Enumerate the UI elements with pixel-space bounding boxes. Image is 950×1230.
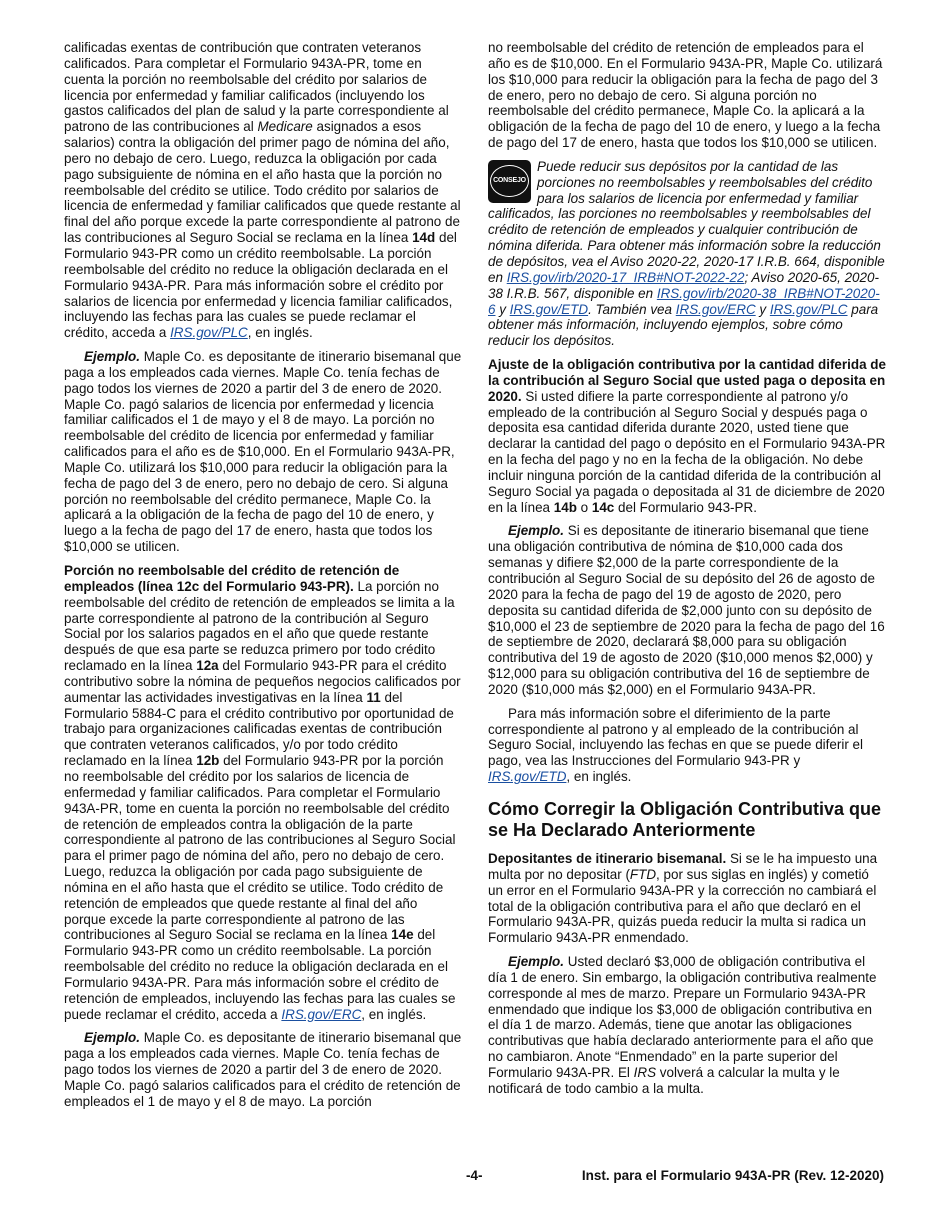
tip-box: CONSEJO Puede reducir sus depósitos por la cantidad de las porciones no reembolsables y reembolsables del crédito para los salarios de licencia por enfermedad y familiar calificados, las porciones no reembolsables y reembolsables del crédito de retención de empleados y cualquier contribución de nómina diferida. Para obtener más información sobre la reducción de depósitos, vea el Aviso 2020-22, 2020-17 I.R.B. 664, disponible en IRS.gov/irb/2020-17_IRB#NOT-2022-22; Aviso 2020-65, 2020-38 I.R.B. 567, disponible en IRS.gov/irb/2020-38_IRB#NOT-2020-6 y IRS.gov/ETD. También vea IRS.gov/ERC y IRS.gov/PLC para obtener más información, incluyendo ejemplos, sobre cómo reducir los depósitos. (488, 158, 885, 349)
left-column (64, 40, 462, 1118)
more-info-paragraph: Para más información sobre el diferimiento de la parte correspondiente al patrono y al empleado de la contribución al Seguro Social, incluyendo las fechas en que se puede diferir el pago, vea las Instrucciones del Formulario 943-PR y IRS.gov/ETD, en inglés. (488, 705, 863, 785)
link-irs-etd[interactable]: IRS.gov/ETD (509, 301, 589, 317)
section-retention-credit: Porción no reembolsable del crédito de retención de empleados (línea 12c del Formulario 943-PR). La porción no reembolsable del crédito de retención de empleados se limita a la parte correspondiente al patrono de la contribución al Seguro Social por los salarios pagados en el año que quede restante después de que esa parte se reduzca primero por todo crédito reclamado en la línea 12a del Formulario 943-PR para el crédito contributivo sobre la nómina de pequeños negocios calificados por aumentar las actividades investigativas en la línea 11 del Formulario 5884-C para el crédito contributivo por oportunidad de trabajo para organizaciones calificadas exentas de contribución que contraten veteranos calificados, y/o por todo crédito reclamado en la línea 12b del Formulario 943-PR por la porción no reembolsable del crédito por los salarios de licencia de enfermedad y familiar calificados. Para completar el Formulario 943A-PR, tome en cuenta la porción no reembolsable del crédito de retención de empleados contra la obligación de la parte correspondiente al patrono de las contribuciones al Seguro Social para el primer pago de nómina del año, pero no debajo de cero. Luego, reduzca la obligación por cada pago subsiguiente de nómina en el año hasta que el crédito se utilice. Todo crédito de retención de empleados que quede restante al final del año porque excede la parte correspondiente al patrono de las contribuciones al Seguro Social se reclama en la línea 14e del Formulario 943-PR como un crédito reembolsable. La porción reembolsable del crédito no reduce la obligación declarada en el Formulario 943A-PR. Para más información sobre el crédito de retención de empleados, incluyendo las fechas para las cuales se puede reclamar el crédito, acceda a IRS.gov/ERC, en inglés. (64, 563, 461, 1022)
link-irs-plc-tip[interactable]: IRS.gov/PLC (769, 301, 848, 317)
consejo-tip-icon: CONSEJO (488, 160, 531, 203)
link-irs-etd-more[interactable]: IRS.gov/ETD (488, 769, 567, 785)
link-irs-erc[interactable]: IRS.gov/ERC (281, 1006, 362, 1022)
example-paragraph-2: Ejemplo. Maple Co. es depositante de itinerario bisemanal que paga a los empleados cada viernes. Maple Co. tenía fechas de pago todos los viernes de 2020 a partir del 3 de enero de 2020. Maple Co. pagó salarios calificados para el crédito de retención de empleados el 1 de mayo y el 8 de mayo. La porción (64, 1030, 462, 1109)
section-deferred-adjustment: Ajuste de la obligación contributiva por la cantidad diferida de la contribución al Seguro Social que usted paga o deposita en 2020. Si usted difiere la parte correspondiente al patrono y/o empleado de la contribución al Seguro Social y después paga o deposita esa cantidad diferida durante 2020, usted tiene que declarar la cantidad del pago o depósito en el Formulario 943A-PR en la fecha del pago y no en la fecha de la obligación. No debe incluir ninguna porción de la cantidad diferida de la contribución al Seguro Social ya pagada o depositada al 31 de diciembre de 2020 en la línea 14b o 14c del Formulario 943-PR. (488, 357, 886, 515)
example-paragraph-3: Ejemplo. Si es depositante de itinerario bisemanal que tiene una obligación contributiva de nómina de $10,000 cada dos semanas y difiere $2,000 de la parte correspondiente de la contribución al Seguro Social de su depósito del 26 de agosto de 2020 para la fecha de pago del 19 de agosto de 2020, pero deposita su cantidad diferida de $2,000 junto con su depósito de $10,000 el 23 de septiembre de 2020 para la fecha de pago del 16 de septiembre de 2020, declarará $8,000 para su obligación contributiva del 19 de agosto de 2020 ($10,000 menos $2,000) y $12,000 para su obligación contributiva del 16 de septiembre de 2020 ($10,000 más $2,000) en el Formulario 943A-PR. (488, 523, 885, 697)
footer-instructions-title: Inst. para el Formulario 943A-PR (Rev. 12-2020) (581, 1168, 884, 1183)
paragraph-plc-credit: calificadas exentas de contribución que contraten veteranos calificados. Para completar el Formulario 943A-PR, tome en cuenta la porción no reembolsable del crédito por salarios de licencia por enfermedad y familiar calificados (incluyendo los gastos calificados del plan de salud y la parte correspondiente al patrono de las contribuciones al Medicare asignados a esos salarios) contra la obligación del primer pago de nómina del año, pero no debajo de cero. Luego, reduzca la obligación por cada pago subsiguiente de nómina en el año hasta que la porción no reembolsable del crédito se utilice. Todo crédito por salarios de licencia de enfermedad y familiar calificados que quede restante al final del año porque excede la parte correspondiente al patrono de las contribuciones al Seguro Social se reclama en la línea 14d del Formulario 943-PR como un crédito reembolsable. La porción reembolsable del crédito no reduce la obligación declarada en el Formulario 943A-PR. Para más información sobre el crédito por salarios de licencia por enfermedad y licencia familiar calificados, incluyendo las fechas para las cuales se puede reclamar el crédito, acceda a IRS.gov/PLC, en inglés. (64, 40, 461, 341)
link-irs-erc-tip[interactable]: IRS.gov/ERC (675, 301, 756, 317)
link-irb-2020-17[interactable]: IRS.gov/irb/2020-17_IRB#NOT-2022-22 (506, 269, 745, 285)
right-column (488, 40, 886, 1105)
section-title-correct-liability: Cómo Corregir la Obligación Contributiva que se Ha Declarado Anteriormente (488, 798, 882, 840)
link-irs-plc[interactable]: IRS.gov/PLC (170, 325, 248, 341)
page-number: -4- (466, 1168, 483, 1183)
example-paragraph-4: Ejemplo. Usted declaró $3,000 de obligación contributiva el día 1 de enero. Sin embargo, la obligación contributiva realmente corresponde al mes de marzo. Prepare un Formulario 943A-PR enmendado que indique los $3,000 de obligación contributiva en el día 1 de marzo. Además, tiene que anotar las obligaciones contributivas que había declarado anteriormente para el año que no cambiaron. Anote “Enmendado” en la parte superior del Formulario 943A-PR. El IRS volverá a calcular la multa y le notificará de todo cambio a la multa. (488, 954, 877, 1096)
link-irb-2020-38[interactable]: IRS.gov/irb/2020-38_IRB#NOT-2020-6 (488, 285, 880, 317)
section-semiweekly-depositors: Depositantes de itinerario bisemanal. Si se le ha impuesto una multa por no depositar (FTD, por sus siglas en inglés) y cometió un error en el Formulario 943A-PR y la corrección no cambiará el total de la obligación contributiva para el año que declaró en el Formulario 943A-PR, quizás pueda reducir la multa si radica un Formulario 943A-PR enmendado. (488, 850, 878, 946)
example-paragraph-1: Ejemplo. Maple Co. es depositante de itinerario bisemanal que paga a los empleados cada viernes. Maple Co. tenía fechas de pago todos los viernes de 2020 a partir del 3 de enero de 2020. Maple Co. pagó salarios de licencia por enfermedad y licencia familiar calificados el 1 de mayo y el 8 de mayo. La porción no reembolsable del crédito de licencia por enfermedad y familiar calificados para el año es de $10,000. En el Formulario 943A-PR, Maple Co. utilizará los $10,000 para reducir la obligación para la fecha de pago del 3 de enero, pero no debajo de cero. Si alguna porción no reembolsable del crédito permanece, Maple Co. la aplicará a la obligación de la fecha de pago del 10 de enero, y luego a la fecha de pago del 17 de enero, hasta que todos los $10,000 se utilicen. (64, 349, 462, 555)
paragraph-continued: no reembolsable del crédito de retención de empleados para el año es de $10,000. En el Formulario 943A-PR, Maple Co. utilizará los $10,000 para reducir la obligación para la fecha de pago del 3 de enero, pero no debajo de cero. Si alguna porción no reembolsable del crédito permanece, Maple Co. la aplicará a la obligación de la fecha de pago del 10 de enero, y luego a la fecha de pago del 17 de enero, hasta que todos los $10,000 se utilicen. (488, 40, 883, 151)
